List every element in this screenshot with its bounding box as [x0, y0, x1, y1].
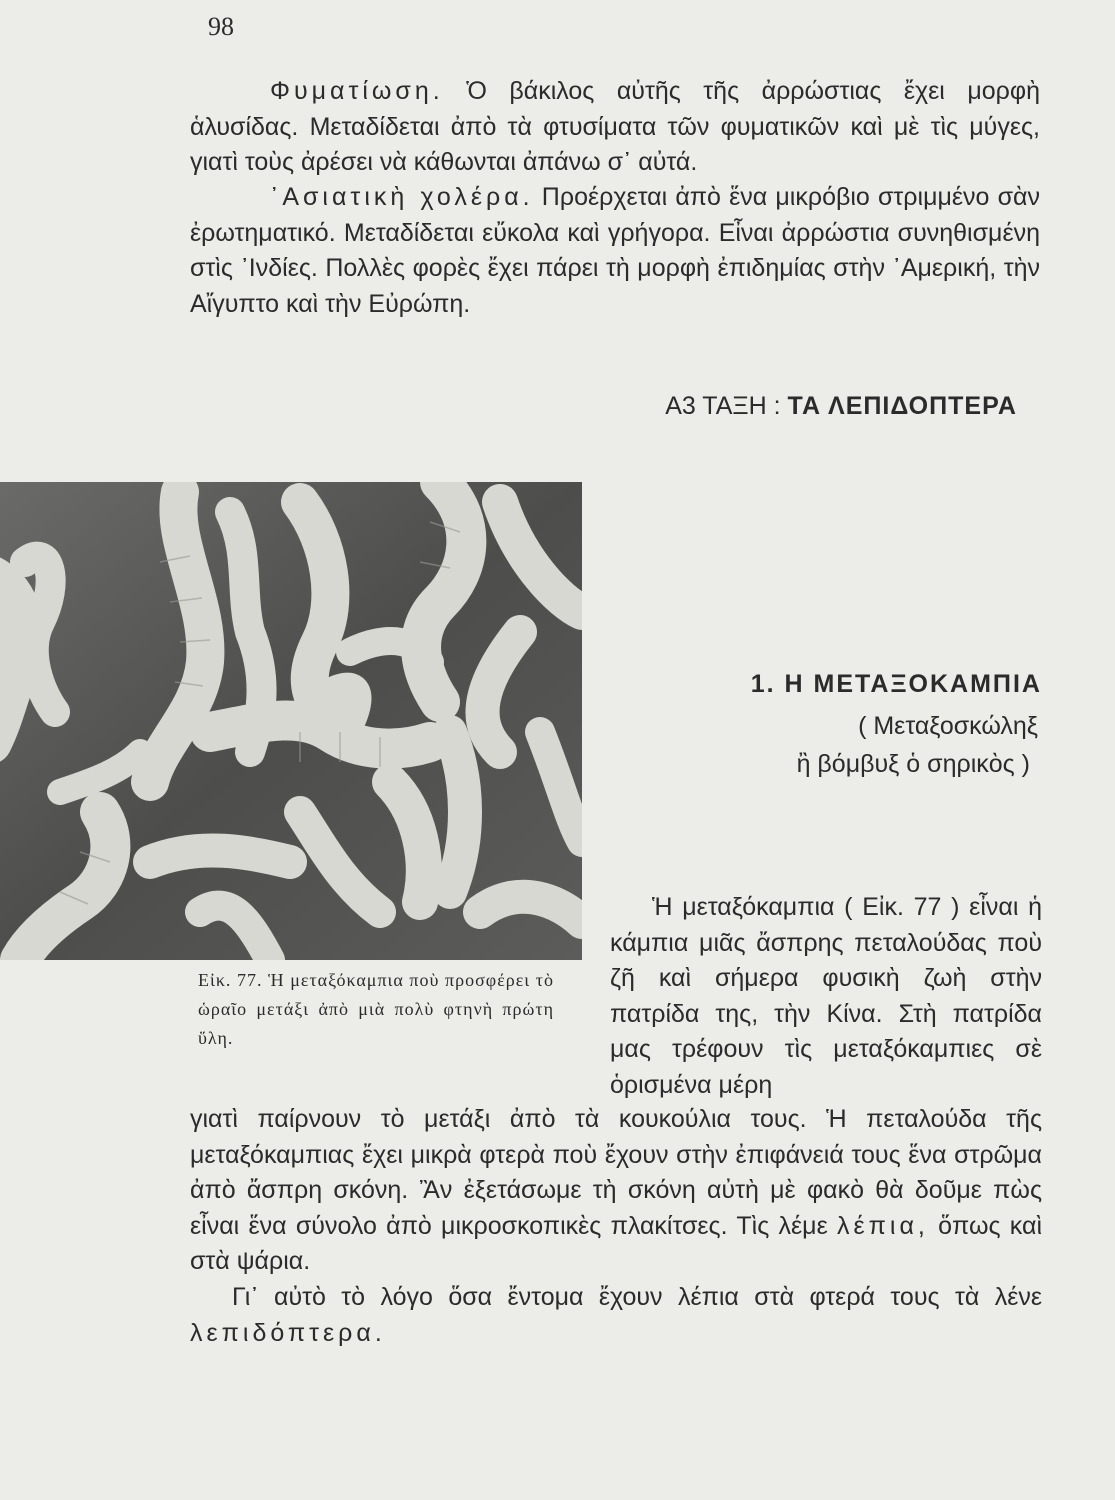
silkworms-illustration [0, 482, 582, 960]
tuberculosis-term: Φυματίωση. [270, 77, 444, 105]
subsection-title: 1. Η ΜΕΤΑΞΟΚΑΜΠΙΑ [750, 670, 1042, 698]
lepidoptera-term: λεπιδόπτερα. [190, 1318, 386, 1347]
silkworms-photo [0, 482, 582, 960]
section-heading-title: ΤΑ ΛΕΠΙΔΟΠΤΕΡΑ [787, 392, 1017, 420]
section-heading-prefix: Α3 ΤΑΞΗ : [665, 392, 781, 420]
page-number: 98 [208, 12, 234, 41]
silkworm-paragraph-text: γιατὶ παίρνουν τὸ μετάξι ἀπὸ τὰ κουκούλια τους. Ἡ πεταλούδα τῆς μεταξόκαμπιας ἔχει μικρὰ φτερὰ ποὺ ἔχουν στὴν ἐπιφάνειά τους ἕνα στρῶμα ἀπὸ ἄσπρη σκόνη. Ἂν ἐξετάσωμε τὴ σκόνη αὐτὴ μὲ φακὸ θὰ δοῦμε πὼς εἶναι ἕνα σύνολο ἀπὸ μικροσκοπικὲς πλακίτσες. Τὶς λέμε [190, 1105, 1042, 1240]
cholera-term: ᾿Ασιατικὴ χολέρα. [270, 183, 534, 211]
tuberculosis-text: Ὁ βάκιλος αὐτῆς τῆς ἀρρώστιας ἔχει μορφὴ ἁλυσίδας. Μεταδίδεται ἀπὸ τὰ φτυσίματα τῶν φυματικῶν καὶ μὲ τὶς μύγες, γιατὶ τοὺς ἀρέσει νὰ κάθωνται ἀπάνω σ᾿ αὐτά. [190, 77, 1040, 176]
cholera-paragraph [190, 180, 1040, 322]
tuberculosis-paragraph [190, 74, 1040, 181]
silkworm-paragraph-part1: Ἡ μεταξόκαμπια ( Εἰκ. 77 ) εἶναι ἡ κάμπια μιᾶς ἄσπρης πεταλούδας ποὺ ζῆ καὶ σήμερα φυσικὴ ζωὴ στὴν πατρίδα της, τὴν Κίνα. Στὴ πατρίδα μας τρέφουν τὶς μεταξόκαμπιες σὲ ὁρισμένα μέρη [610, 893, 1042, 1099]
subsection-subtitle-line1: ( Μεταξοσκώληξ [858, 712, 1038, 740]
lepidoptera-text: Γι᾿ αὐτὸ τὸ λόγο ὅσα ἔντομα ἔχουν λέπια στὰ φτερά τους τὰ λένε [232, 1283, 1042, 1311]
scales-term: λέπια, [837, 1211, 929, 1240]
figure-caption: Εἰκ. 77. Ἡ μεταξόκαμπια ποὺ προσφέρει τὸ ὡραῖο μετάξι ἀπὸ μιὰ πολὺ φτηνὴ πρώτη ὕλη. [198, 970, 554, 1048]
subsection-subtitle-line2: ἢ βόμβυξ ὁ σηρικὸς ) [796, 750, 1030, 778]
lepidoptera-paragraph [190, 1280, 1042, 1351]
silkworm-paragraph-tail: ὅπως καὶ στὰ ψάρια. [190, 1211, 1042, 1275]
cholera-text: Προέρχεται ἀπὸ ἕνα μικρόβιο στριμμένο σὰν ἐρωτηματικό. Μεταδίδεται εὔκολα καὶ γρήγορα. Εἶναι ἀρρώστια συνηθισμένη στὶς ᾿Ινδίες. Πολλὲς φορὲς ἔχει πάρει τὴ μορφὴ ἐπιδημίας στὴν ᾿Αμερική, τὴν Αἴγυπτο καὶ τὴν Εὐρώπη. [190, 183, 1040, 318]
silkworm-paragraph-part2 [190, 1102, 1042, 1280]
section-heading [580, 392, 1017, 421]
